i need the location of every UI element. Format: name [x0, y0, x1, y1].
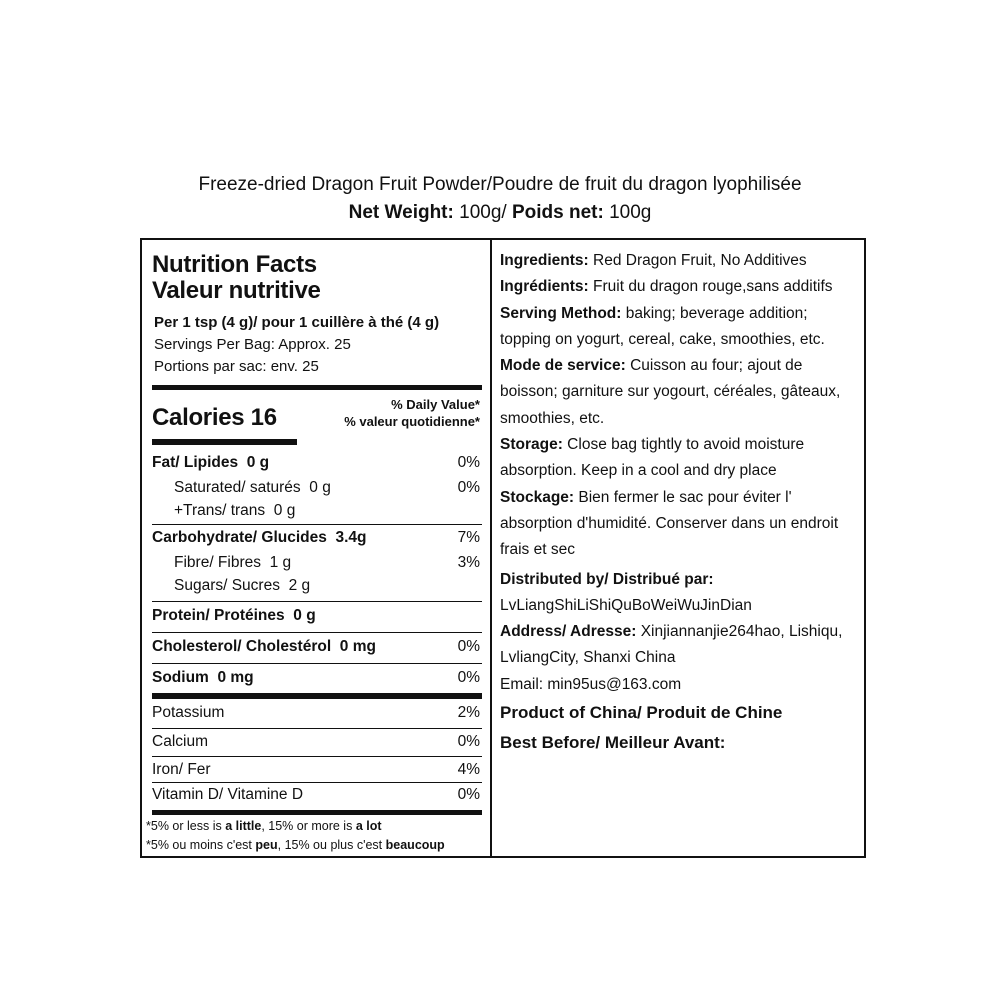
thick-rule-mid: [152, 693, 482, 699]
daily-value-en: % Daily Value*: [391, 397, 480, 412]
distributor-name: LvLiangShiLiShiQuBoWeiWuJinDian: [500, 596, 752, 614]
ingredients-fr-value: Fruit du dragon rouge,sans additifs: [588, 278, 833, 296]
footnote-en-text: *5% or less is: [146, 819, 226, 833]
cholesterol-amount: 0 mg: [339, 638, 376, 655]
label-box: [140, 238, 866, 858]
distributed-by: [500, 567, 860, 593]
storage-label: Storage:: [500, 436, 563, 454]
serving-method: [500, 301, 860, 354]
footnote-fr-bold: peu: [255, 838, 278, 852]
column-divider: [490, 240, 492, 856]
footnote-fr-text: , 15% ou plus c'est: [277, 838, 386, 852]
sodium-label: Sodium: [152, 669, 209, 686]
product-title: Freeze-dried Dragon Fruit Powder/Poudre de fruit du dragon lyophilisée: [198, 174, 802, 195]
rule: [152, 601, 482, 602]
rule: [152, 782, 482, 783]
mode-de-service: [500, 353, 860, 432]
nutrition-heading: [152, 252, 321, 304]
thick-rule-top: [152, 385, 482, 390]
footnote-fr: [146, 838, 445, 852]
mode-label: Mode de service:: [500, 357, 626, 375]
nutrition-facts-panel: [142, 240, 490, 856]
rule: [152, 632, 482, 633]
rule: [152, 524, 482, 525]
poids-net-value: 100g: [603, 202, 652, 223]
product-info-panel: [500, 248, 860, 758]
fibre-amount: 1 g: [269, 554, 292, 571]
serving-method-value: baking; beverage addition; topping on yogurt, cereal, cake, smoothies, etc.: [500, 304, 825, 348]
footnote-en-bold: a lot: [355, 819, 382, 833]
poids-net-label: Poids net:: [506, 202, 604, 223]
vitamin-d-pct: 0%: [457, 786, 480, 803]
nutrient-row-saturated: [152, 479, 482, 497]
iron-pct: 4%: [457, 761, 480, 778]
protein-amount: 0 g: [293, 607, 316, 624]
nutrient-row-fibre: [152, 554, 482, 572]
carb-amount: 3.4g: [335, 529, 367, 546]
nutrition-heading-en: Nutrition Facts: [152, 251, 317, 278]
carb-pct: 7%: [457, 529, 480, 546]
cholesterol-pct: 0%: [457, 638, 480, 655]
footnote-en-text: , 15% or more is: [261, 819, 356, 833]
protein-label: Protein/ Protéines: [152, 607, 285, 624]
nutrient-row-sugars: [152, 577, 482, 595]
distributed-label: Distributed by/ Distribué par:: [500, 570, 714, 588]
portions-par-sac: Portions par sac: env. 25: [154, 358, 319, 375]
nutrient-row-potassium: [152, 704, 482, 722]
carb-label: Carbohydrate/ Glucides: [152, 529, 327, 546]
stockage-value: Bien fermer le sac pour éviter l' absorption d'humidité. Conserver dans un endroit frais et sec: [500, 488, 839, 559]
net-weight-label: Net Weight:: [348, 202, 454, 223]
product-origin: Product of China/ Produit de Chine: [500, 703, 783, 723]
nutrient-row-carbohydrate: [152, 529, 482, 547]
calcium-pct: 0%: [457, 733, 480, 750]
trans-label: +Trans/ trans: [174, 502, 266, 519]
address: [500, 619, 860, 672]
serving-size: Per 1 tsp (4 g)/ pour 1 cuillère à thé (4 g): [154, 314, 440, 331]
stockage: [500, 485, 860, 564]
cholesterol-label: Cholesterol/ Cholestérol: [152, 638, 332, 655]
footnote-en-bold: a little: [225, 819, 262, 833]
fat-label: Fat/ Lipides: [152, 454, 239, 471]
footnote-en: [146, 819, 382, 833]
net-weight: [0, 200, 1000, 226]
nutrient-row-calcium: [152, 733, 482, 751]
daily-value-heading: [344, 396, 480, 430]
nutrient-row-trans: [152, 502, 482, 520]
mode-value: Cuisson au four; ajout de boisson; garniture sur yogourt, céréales, gâteaux, smoothies, etc.: [500, 357, 841, 427]
saturated-label: Saturated/ saturés: [174, 479, 301, 496]
fibre-label: Fibre/ Fibres: [174, 554, 261, 571]
potassium-label: Potassium: [152, 704, 225, 721]
fibre-pct: 3%: [457, 554, 480, 571]
nutrient-row-sodium: [152, 669, 482, 687]
nutrient-row-vitamin-d: [152, 786, 482, 804]
ingredients-value: Red Dragon Fruit, No Additives: [588, 252, 807, 269]
footnote-fr-bold: beaucoup: [385, 838, 445, 852]
serving-method-label: Serving Method:: [500, 304, 622, 322]
net-weight-value: 100g/: [453, 202, 507, 223]
stockage-label: Stockage:: [500, 488, 575, 506]
best-before: Best Before/ Meilleur Avant:: [500, 733, 726, 753]
storage-value: Close bag tightly to avoid moisture absorption. Keep in a cool and dry place: [500, 436, 805, 480]
calcium-label: Calcium: [152, 733, 208, 750]
calories-bar: [152, 439, 297, 445]
sodium-pct: 0%: [457, 669, 480, 686]
trans-amount: 0 g: [273, 502, 296, 519]
calories: Calories 16: [152, 404, 277, 431]
vitamin-d-label: Vitamin D/ Vitamine D: [152, 786, 304, 803]
address-label: Address/ Adresse:: [500, 623, 637, 641]
fat-pct: 0%: [457, 454, 480, 471]
ingredients-label: Ingredients:: [500, 252, 589, 269]
daily-value-fr: % valeur quotidienne*: [344, 414, 480, 429]
ingredients-fr: [500, 274, 860, 300]
rule: [152, 663, 482, 664]
saturated-amount: 0 g: [309, 479, 331, 496]
footnote-fr-text: *5% ou moins c'est: [146, 838, 256, 852]
sugars-amount: 2 g: [288, 577, 311, 594]
rule: [152, 756, 482, 757]
address-value: Xinjiannanjie264hao, Lishiqu, LvliangCity, Shanxi China: [500, 623, 843, 667]
ingredients-fr-label: Ingrédients:: [500, 278, 589, 296]
rule: [152, 728, 482, 729]
servings-per-bag: Servings Per Bag: Approx. 25: [154, 336, 351, 353]
ingredients: [500, 248, 860, 274]
nutrient-row-iron: [152, 761, 482, 779]
nutrient-row-fat: [152, 454, 482, 472]
email: Email: min95us@163.com: [500, 675, 682, 693]
storage: [500, 432, 860, 485]
nutrition-heading-fr: Valeur nutritive: [152, 277, 321, 304]
thick-rule-bottom: [152, 810, 482, 815]
potassium-pct: 2%: [457, 704, 480, 721]
label-header: [0, 172, 1000, 226]
sugars-label: Sugars/ Sucres: [174, 577, 280, 594]
fat-amount: 0 g: [246, 454, 270, 471]
nutrient-row-protein: [152, 607, 482, 625]
sodium-amount: 0 mg: [217, 669, 254, 686]
iron-label: Iron/ Fer: [152, 761, 211, 778]
nutrient-row-cholesterol: [152, 638, 482, 656]
saturated-pct: 0%: [457, 479, 480, 496]
